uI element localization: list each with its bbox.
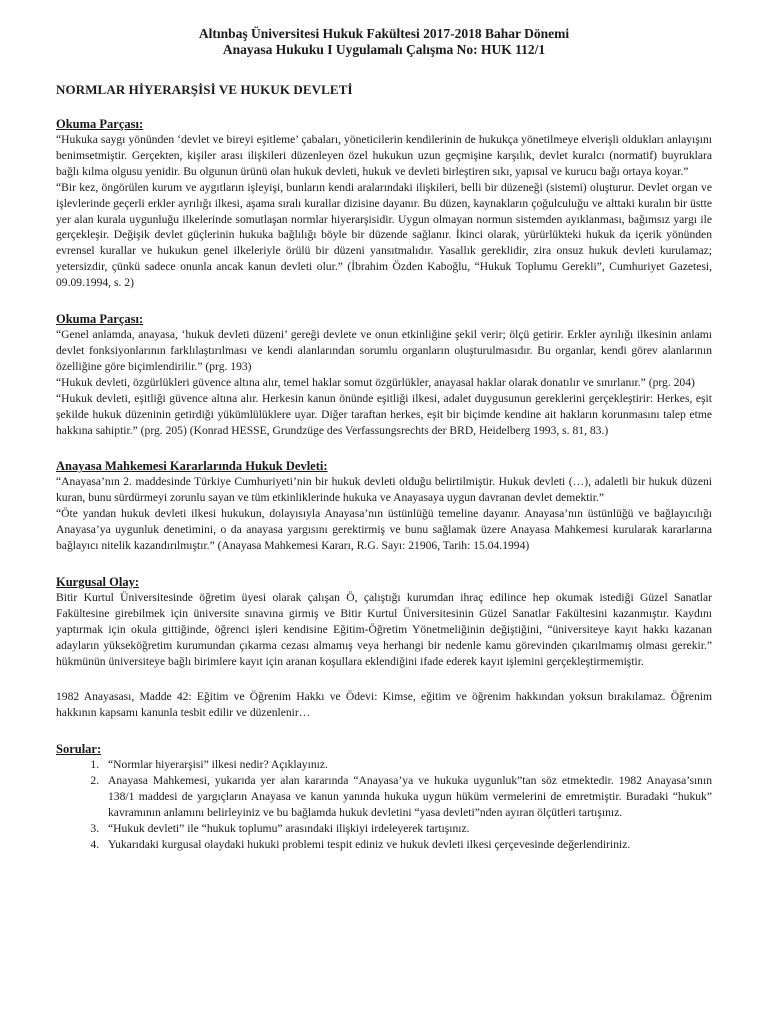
- question-item: 2. Anayasa Mahkemesi, yukarıda yer alan kararında “Anayasa’ya ve hukuka uygunluk”tan söz etmektedir. 1982 Anayasa’sının 138/1 maddesi de yargıçların Anayasa ve kanun yanında hukuka uygun hüküm vermelerini de emretmiştir. Buradaki “hukuk” kavramının anlamını belirleyiniz ve bu bağlamda hukuk devletini “yasa devleti”nden ayıran ölçütleri tartışınız.: [102, 773, 712, 821]
- questions-section: [56, 741, 712, 852]
- reading-section-1: [56, 116, 712, 291]
- paragraph: “Genel anlamda, anayasa, ‘hukuk devleti düzeni’ gereği devlete ve onun etkinliğine şekil verir; ölçü getirir. Erkler ayrılığı ilkesinin anlamı devlet fonksiyonlarının farklılaştırılması ve kendi alanlarından sorumlu organların oluşturulmasıdır. Bu organlar, kendi görev alanlarının özelliğine göre biçimlendirilir.” (prg. 193): [56, 328, 712, 373]
- question-item: 3. “Hukuk devleti” ile “hukuk toplumu” arasındaki ilişkiyi irdeleyerek tartışınız.: [102, 821, 712, 837]
- section-heading: Sorular:: [56, 742, 102, 757]
- paragraph: “Öte yandan hukuk devleti ilkesi hukukun, dolayısıyla Anayasa’nın üstünlüğü temeline dayanır. Anayasa’nın üstünlüğü ve bağlayıcılığı Anayasa’ya uygunluk denetimini, o da anayasa yargısını gerektirmiş ve bunu sağlamak üzere Anayasa Mahkemesi kurularak kararlarına bağlayıcı nitelik kazandırılmıştır.” (Anayasa Mahkemesi Kararı, R.G. Sayı: 21906, Tarih: 15.04.1994): [56, 507, 712, 553]
- paragraph: “Hukuka saygı yönünden ‘devlet ve bireyi eşitleme’ çabaları, yöneticilerin kendilerinin de hukukça yönetilmeye elverişli oldukları anlayışını benimsetmiştir. Gerçekten, kişiler arası ilişkileri düzenleyen özel hukukun uzun geçmişine karşılık, devlet kuralcı (normatif) buyruklara bağlı kılma olgusu yenidir. Bu olgunun ürünü olan hukuk devleti, hukuk ve devleti birleştiren sıkı, yapısal ve kurucu bağı ortaya koyar.”: [56, 133, 712, 178]
- paragraph: “Anayasa’nın 2. maddesinde Türkiye Cumhuriyeti’nin bir hukuk devleti olduğu belirtilmiştir. Hukuk devleti (…), adaletli bir hukuk düzeni kuran, bunu sürdürmeyi zorunlu sayan ve tüm etkinliklerinde hukuka ve Anayasaya uygun davranan devlet demektir.”: [56, 475, 712, 505]
- section-heading: Anayasa Mahkemesi Kararlarında Hukuk Devleti:: [56, 459, 328, 474]
- section-heading: Okuma Parçası:: [56, 312, 144, 327]
- paragraph: “Bir kez, öngörülen kurum ve aygıtların işleyişi, bunların kendi aralarındaki ilişkileri, belli bir düzeneği (sistemi) oluşturur. Devlet organ ve işlevlerinde geçerli erkler ayrılığı ilkesi, aşama sıralı kurallar dizisine dayanır. Bu düzen, kaynakların çoğulculuğu ve alttaki kuralın bir üstte yer alan kurala uygunluğu ilkelerinde somutlaşan normlar hiyerarşisidir. Uygun olmayan normun sistemden ayıklanması, bağımsız yargı ile gerçekleşir. Değişik devlet güçlerinin hukuka bağlılığı böyle bir düzende sağlanır. İkinci olarak, yürürlükteki hukuk da içerik yönünden evrensel kurallar ve hukukun genel ilkeleriyle örülü bir düzeni yansıtmalıdır. Yasallık gereklidir, zira onsuz hukuk devleti kurulamaz; yetersizdir, çünkü sadece onunla ancak kanun devleti olur.” (İbrahim Özden Kaboğlu, “Hukuk Toplumu Gerekli”, Cumhuriyet Gazetesi, 09.09.1994, s. 2): [56, 180, 712, 290]
- question-item: 1. “Normlar hiyerarşisi” ilkesi nedir? Açıklayınız.: [102, 757, 712, 773]
- paragraph: “Hukuk devleti, eşitliği güvence altına alır. Herkesin kanun önünde eşitliği ilkesi, adalet duygusunun gereklerini gerçekleştirir: Herkes, eşit şekilde hukuk düzeninin getirdiği yükümlülüklere uyar. Diğer taraftan herkes, eşit bir biçimde kendine ait hakların korunmasını talep etme hakkına sahiptir.” (prg. 205) (Konrad HESSE, Grundzüge des Verfassungsrechts der BRD, Heidelberg 1993, s. 81, 83.): [56, 391, 712, 437]
- court-decisions-section: [56, 458, 712, 554]
- article-text: 1982 Anayasası, Madde 42: Eğitim ve Öğrenim Hakkı ve Ödevi: Kimse, eğitim ve öğrenim hakkından yoksun bırakılamaz. Öğrenim hakkının kapsamı kanunla tesbit edilir ve düzenlenir…: [56, 690, 712, 720]
- document-header: [56, 26, 712, 58]
- question-item: 4. Yukarıdaki kurgusal olaydaki hukuki problemi tespit ediniz ve hukuk devleti ilkesi çerçevesinde değerlendiriniz.: [102, 837, 712, 853]
- reading-section-2: [56, 311, 712, 438]
- fictional-case-section: [56, 574, 712, 670]
- document-title: NORMLAR HİYERARŞİSİ VE HUKUK DEVLETİ: [56, 82, 353, 97]
- paragraph: “Hukuk devleti, özgürlükleri güvence altına alır, temel haklar somut özgürlükler, anayasal haklar olarak donatılır ve sınırlanır.” (prg. 204): [56, 375, 695, 389]
- paragraph: Bitir Kurtul Üniversitesinde öğretim üyesi olarak çalışan Ö, çalıştığı kurumdan ihraç edilince hep okumak istediği Güzel Sanatlar Fakültesine girebilmek için üniversite sınavına girmiş ve Bitir Kurtul Üniversitesinin Güzel Sanatlar Fakültesini kazanmıştır. Kaydını yaptırmak için okula gittiğinde, öğrenci işleri kendisine Eğitim-Öğretim Yönetmeliğinin değiştiğini, “üniversiteye kayıt hakkı kazanan adayların yükseköğretim kurumundan çıkarma cezası almamış veya herhangi bir nedenle kamu görevinden çıkarılmamış olması gerekir.” hükmünün üniversiteye bağlı birimlere kayıt için aranan koşullara eklendiğini ifade ederek kayıt işlemini gerçekleştirmemiştir.: [56, 590, 712, 668]
- questions-list: [56, 757, 712, 852]
- constitution-article-section: [56, 689, 712, 721]
- section-heading: Kurgusal Olay:: [56, 574, 139, 589]
- header-university-line: Altınbaş Üniversitesi Hukuk Fakültesi 2017-2018 Bahar Dönemi: [198, 26, 570, 41]
- section-heading: Okuma Parçası:: [56, 117, 144, 131]
- header-course-line: Anayasa Hukuku I Uygulamalı Çalışma No: HUK 112/1: [222, 42, 546, 57]
